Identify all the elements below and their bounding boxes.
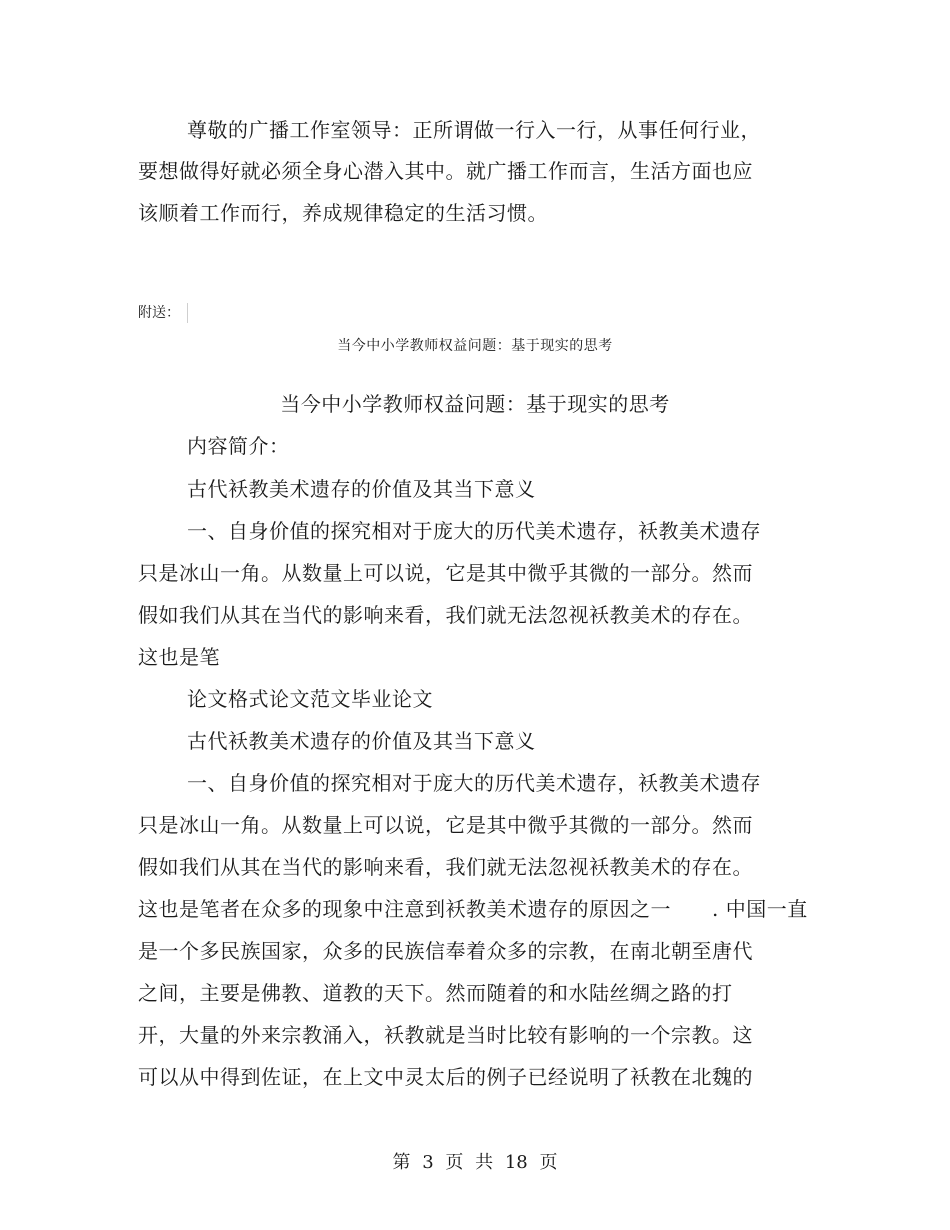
- article-line: 论文格式论文范文毕业论文: [187, 687, 433, 711]
- article-line: 古代袄教美术遗存的价值及其当下意义: [187, 729, 536, 753]
- article-line: 假如我们从其在当代的影响来看，我们就无法忽视袄教美术的存在。: [138, 603, 753, 627]
- article-line: 古代袄教美术遗存的价值及其当下意义: [187, 477, 536, 501]
- article-line: 是一个多民族国家，众多的民族信奉着众多的宗教，在南北朝至唐代: [138, 939, 753, 963]
- attachment-box: [175, 303, 188, 323]
- article-line: 假如我们从其在当代的影响来看，我们就无法忽视袄教美术的存在。: [138, 855, 753, 879]
- article-line: 一、自身价值的探究相对于庞大的历代美术遗存，袄教美术遗存: [187, 519, 761, 543]
- article-line: 一、自身价值的探究相对于庞大的历代美术遗存，袄教美术遗存: [187, 771, 761, 795]
- intro-line-2: 要想做得好就必须全身心潜入其中。就广播工作而言，生活方面也应: [138, 159, 753, 183]
- intro-line-1: 尊敬的广播工作室领导：正所谓做一行入一行，从事任何行业，: [187, 118, 761, 142]
- article-line: 开，大量的外来宗教涌入，袄教就是当时比较有影响的一个宗教。这: [138, 1023, 753, 1047]
- article-line: 只是冰山一角。从数量上可以说，它是其中微乎其微的一部分。然而: [138, 813, 753, 837]
- intro-line-3: 该顺着工作而行，养成规律稳定的生活习惯。: [138, 201, 548, 225]
- article-line: 可以从中得到佐证，在上文中灵太后的例子已经说明了袄教在北魏的: [138, 1065, 753, 1089]
- attachment-small-title: 当今中小学教师权益问题：基于现实的思考: [337, 338, 613, 354]
- page-number-footer: 第 3 页 共 18 页: [392, 1152, 558, 1173]
- article-line: 这也是笔: [138, 645, 220, 669]
- article-title: 当今中小学教师权益问题：基于现实的思考: [280, 392, 670, 416]
- article-line: 只是冰山一角。从数量上可以说，它是其中微乎其微的一部分。然而: [138, 561, 753, 585]
- article-line: 这也是笔者在众多的现象中注意到袄教美术遗存的原因之一 . 中国一直: [138, 897, 808, 921]
- article-line: 内容简介：: [187, 434, 290, 458]
- article-line: 之间，主要是佛教、道教的天下。然而随着的和水陆丝绸之路的打: [138, 981, 733, 1005]
- attachment-label: 附送：: [138, 305, 180, 321]
